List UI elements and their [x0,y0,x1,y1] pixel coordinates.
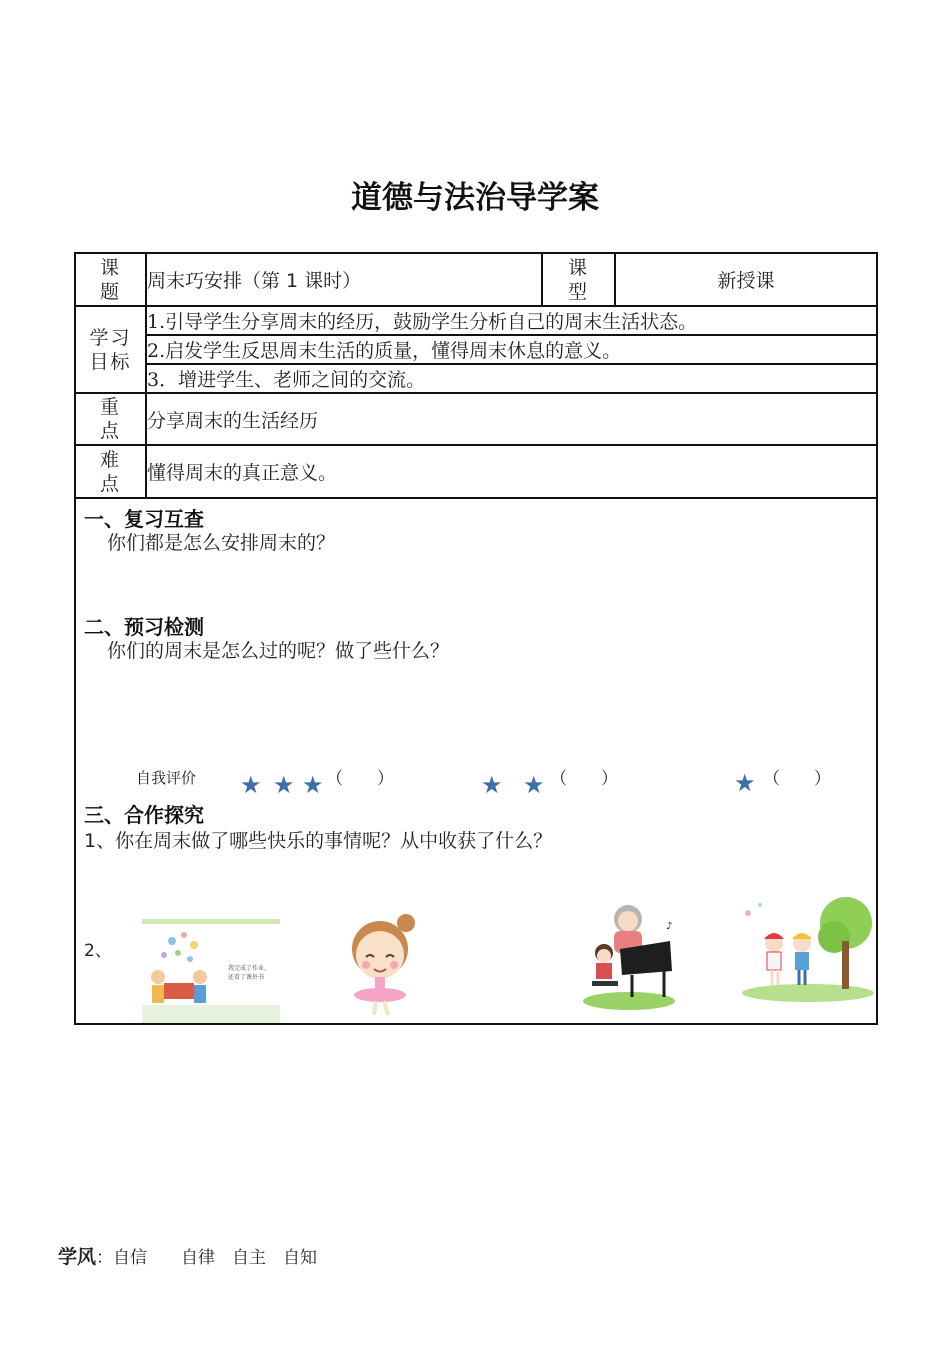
goal-item-2: 2.启发学生反思周末生活的质量，懂得周末休息的意义。 [146,335,877,364]
rating-blank-3[interactable]: （ ） [326,769,394,789]
star-icon: ★ [240,771,262,799]
star-icon: ★ [481,771,503,799]
difficulty-label [75,445,146,498]
goal-item-1: 1.引导学生分享周末的经历，鼓励学生分析自己的周末生活状态。 [146,306,877,335]
page-title: 道德与法治导学案 [351,180,599,216]
goal-item-3: 3．增进学生、老师之间的交流。 [146,364,877,393]
lesson-table [74,252,878,1025]
motto-separator: ： [96,1248,114,1268]
type-label [542,253,615,306]
key-point-value: 分享周末的生活经历 [146,393,877,445]
review-heading: 一、复习互查 [84,507,204,531]
reading-children-illustration [142,919,280,1023]
study-motto [58,1242,317,1269]
coop-question-2: 2、 [84,941,112,961]
topic-label [75,253,146,306]
motto-label: 学风 [58,1246,97,1268]
rating-blank-2[interactable]: （ ） [550,769,618,789]
difficulty-label-text: 难 点 [99,448,121,495]
type-value: 新授课 [615,253,877,306]
star-icon: ★ [273,771,295,799]
goals-label [75,306,146,393]
outdoor-kids-illustration [738,893,876,1003]
preview-question: 你们的周末是怎么过的呢？做了些什么？ [107,640,450,662]
star-icon: ★ [734,769,756,797]
piano-lesson-illustration [582,901,680,1011]
key-point-label-text: 重 点 [99,396,121,442]
preview-heading: 二、预习检测 [84,615,204,639]
goals-label-text: 学习 目标 [89,326,132,373]
coop-question-1: 1、你在周末做了哪些快乐的事情呢？从中收获了什么？ [84,830,553,852]
rating-blank-1[interactable]: （ ） [763,769,831,789]
self-eval-label: 自我评价 [136,769,197,787]
key-point-label [75,393,146,445]
topic-value: 周末巧安排（第 1 课时） [146,253,542,306]
book-caption-1: 我完成了作业， [228,965,271,972]
motto-values: 自信 自律 自主 自知 [113,1248,318,1268]
content-area [75,498,877,1024]
svg-text:♪: ♪ [666,921,673,932]
type-label-text: 课 型 [567,256,589,303]
star-icon: ★ [523,771,545,799]
difficulty-value: 懂得周末的真正意义。 [146,445,877,498]
topic-label-text: 课 题 [99,256,121,303]
coop-heading: 三、合作探究 [84,803,204,827]
star-icon: ★ [302,771,324,799]
review-question: 你们都是怎么安排周末的？ [107,532,336,554]
ballet-girl-illustration [344,913,424,1017]
book-caption-2: 还看了课外书 [228,974,265,981]
